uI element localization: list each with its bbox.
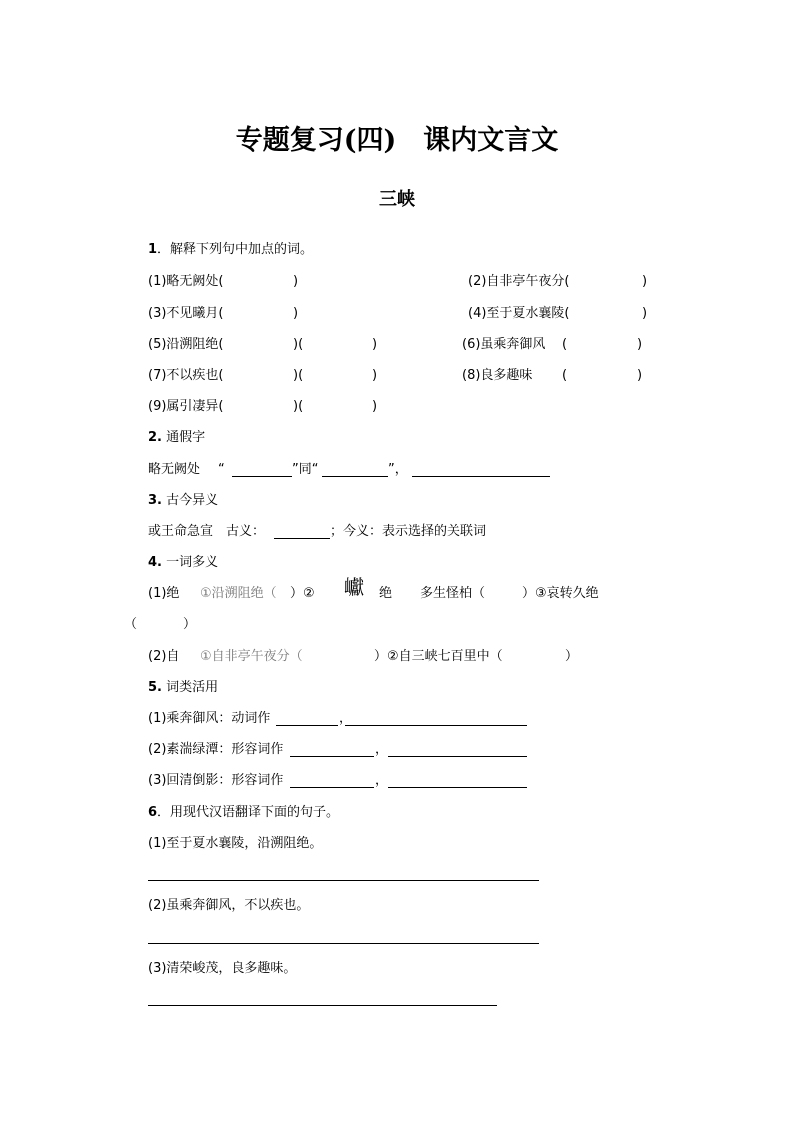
q6-sentence-2: (2)虽乘奔御风，不以疾也。 <box>148 898 310 913</box>
q3-blank[interactable] <box>274 538 330 539</box>
page-title: 专题复习(四) 课内文言文 <box>235 125 559 156</box>
q1-heading <box>148 242 313 258</box>
q3-line-a: 或王命急宣 古义： <box>148 524 266 539</box>
q1-prompt: ．解释下列句中加点的词。 <box>157 242 314 257</box>
q5-item-3-blank-1[interactable] <box>290 787 374 788</box>
q4-item-2-sense-2[interactable]: ）②自三峡七百里中（ <box>374 649 503 664</box>
q3-prompt: 古今异义 <box>166 493 219 508</box>
q1-item-7-blank-mid[interactable]: )( <box>293 368 304 383</box>
q1-item-5: (5)沿溯阻绝( <box>148 337 224 352</box>
q1-item-5-blank-close[interactable]: ) <box>372 337 378 352</box>
q1-item-3: (3)不见曦月( <box>148 306 224 321</box>
q5-heading <box>148 680 218 696</box>
q1-item-6-blank-open[interactable]: ( <box>562 337 568 352</box>
q5-item-2-blank-2[interactable] <box>388 756 527 757</box>
q4-item-1-sense-2: 绝 <box>379 586 393 601</box>
q5-item-2-blank-1[interactable] <box>290 756 374 757</box>
q6-heading <box>148 805 339 821</box>
q5-item-3: (3)回清倒影：形容词作 <box>148 773 284 788</box>
q1-item-9-blank-close[interactable]: ) <box>372 399 378 414</box>
q3-number: 3. <box>148 493 162 508</box>
q2-prompt: 通假字 <box>166 430 206 445</box>
q1-item-4-blank-close[interactable]: ) <box>642 306 648 321</box>
q1-item-8-blank-open[interactable]: ( <box>562 368 568 383</box>
q6-number: 6 <box>148 805 158 820</box>
q4-heading <box>148 555 218 571</box>
q4-item-1-sense-2b: 多生怪柏（ <box>420 586 486 601</box>
q5-item-2-comma: ， <box>375 742 389 757</box>
q2-blank-1[interactable] <box>232 476 292 477</box>
q1-item-7: (7)不以疾也( <box>148 368 224 383</box>
q1-item-2: (2)自非亭午夜分( <box>468 274 570 289</box>
q1-item-8: (8)良多趣味 <box>462 368 533 383</box>
q5-item-1-comma: ， <box>339 711 353 726</box>
q4-item-1-sense-1-close[interactable]: ）② <box>290 586 315 601</box>
q2-heading <box>148 430 205 446</box>
q1-item-5-blank-mid[interactable]: )( <box>293 337 304 352</box>
q1-item-6-blank-close[interactable]: ) <box>637 337 643 352</box>
q4-item-1-label: (1)绝 <box>148 586 180 601</box>
q1-item-7-blank-close[interactable]: ) <box>372 368 378 383</box>
q6-answer-line-2[interactable] <box>148 943 539 944</box>
q1-item-3-blank-close[interactable]: ) <box>293 306 299 321</box>
q6-answer-line-3[interactable] <box>148 1005 497 1006</box>
q1-item-9-blank-mid[interactable]: )( <box>293 399 304 414</box>
q4-item-2-sense-1: ①自非亭午夜分（ <box>200 649 303 664</box>
q3-heading <box>148 493 218 509</box>
q5-item-2: (2)素湍绿潭：形容词作 <box>148 742 284 757</box>
q1-item-1-blank-close[interactable]: ) <box>293 274 299 289</box>
q5-number: 5. <box>148 680 162 695</box>
q5-item-1-blank-2[interactable] <box>345 725 527 726</box>
page-subtitle: 三峡 <box>379 189 415 210</box>
q6-sentence-3: (3)清荣峻茂，良多趣味。 <box>148 961 297 976</box>
q4-item-1-large-char: 巘 <box>344 575 364 599</box>
q1-item-2-blank-close[interactable]: ) <box>642 274 648 289</box>
q6-prompt: ．用现代汉语翻译下面的句子。 <box>157 805 340 820</box>
q3-line-b: ；今义：表示选择的关联词 <box>330 524 487 539</box>
q4-item-1-wrap-open[interactable]: （ <box>124 617 138 632</box>
q1-item-9: (9)属引凄异( <box>148 399 224 414</box>
q1-item-4: (4)至于夏水襄陵( <box>468 306 570 321</box>
q5-item-3-comma: ， <box>375 773 389 788</box>
q1-item-1: (1)略无阙处( <box>148 274 224 289</box>
q6-answer-line-1[interactable] <box>148 880 539 881</box>
q5-item-1-blank-1[interactable] <box>276 725 338 726</box>
q4-item-1-sense-1: ①沿溯阻绝（ <box>200 586 277 601</box>
q4-prompt: 一词多义 <box>166 555 219 570</box>
q4-number: 4. <box>148 555 162 570</box>
q4-item-1-sense-3[interactable]: ）③哀转久绝 <box>522 586 599 601</box>
q1-item-6: (6)虽乘奔御风 <box>462 337 546 352</box>
q1-item-8-blank-close[interactable]: ) <box>637 368 643 383</box>
q1-number: 1 <box>148 242 158 257</box>
q4-item-2-sense-2-close[interactable]: ） <box>565 649 579 664</box>
q2-blank-2[interactable] <box>322 476 388 477</box>
q5-prompt: 词类活用 <box>166 680 219 695</box>
q2-quote-open: “ <box>218 462 225 477</box>
q6-sentence-1: (1)至于夏水襄陵，沿溯阻绝。 <box>148 836 323 851</box>
q2-number: 2. <box>148 430 162 445</box>
q2-end: ”， <box>388 462 408 477</box>
q4-item-1-wrap-close[interactable]: ） <box>183 617 197 632</box>
q4-item-2-label: (2)自 <box>148 649 180 664</box>
q2-quote-close: ”同“ <box>292 462 319 477</box>
q2-line-text: 略无阙处 <box>148 462 201 477</box>
q5-item-3-blank-2[interactable] <box>388 787 527 788</box>
q5-item-1: (1)乘奔御风：动词作 <box>148 711 271 726</box>
q2-blank-3[interactable] <box>412 476 550 477</box>
